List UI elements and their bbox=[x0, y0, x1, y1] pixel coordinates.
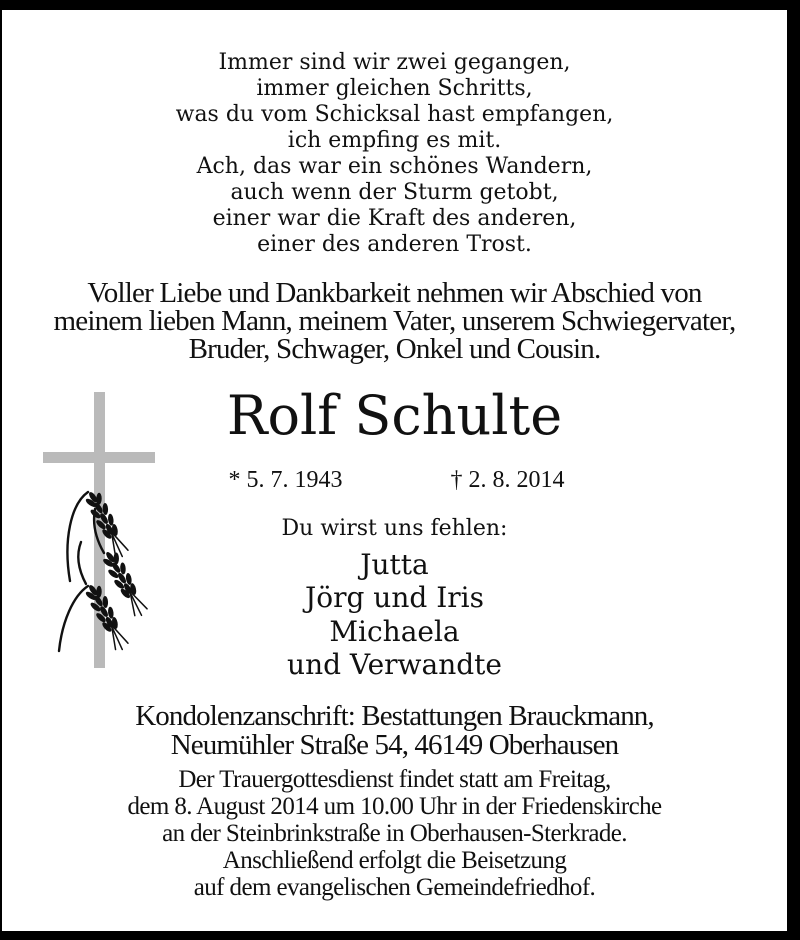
notice-content bbox=[2, 10, 787, 931]
poem-line: was du vom Schicksal hast empfangen, bbox=[175, 102, 614, 127]
poem-line: Immer sind wir zwei gegangen, bbox=[218, 50, 571, 75]
cross-shape bbox=[43, 392, 155, 668]
service-line: Anschließend erfolgt die Beisetzung bbox=[222, 847, 567, 874]
cross-and-wheat-icon bbox=[43, 388, 158, 673]
condolence-line: Kondolenzanschrift: Bestattungen Brauckmann, bbox=[135, 700, 654, 732]
condolence-line: Neumühler Straße 54, 46149 Oberhausen bbox=[170, 728, 619, 761]
missing-heading: Du wirst uns fehlen: bbox=[281, 516, 508, 541]
service-line: Der Trauergottesdienst findet statt am Freitag, bbox=[178, 766, 611, 793]
mourner-line: Jutta bbox=[360, 548, 429, 581]
poem-line: Ach, das war ein schönes Wandern, bbox=[196, 154, 593, 179]
deceased-name: Rolf Schulte bbox=[226, 384, 563, 447]
mourner-line: Jörg und Iris bbox=[305, 581, 484, 615]
wheat-shape bbox=[59, 487, 151, 654]
poem-line: auch wenn der Sturm getobt, bbox=[230, 180, 559, 205]
service-line: dem 8. August 2014 um 10.00 Uhr in der Friedenskirche bbox=[127, 793, 662, 820]
intro-line: Bruder, Schwager, Onkel und Cousin. bbox=[188, 333, 601, 365]
condolence-address bbox=[2, 702, 787, 759]
service-info bbox=[2, 766, 787, 901]
poem-line: immer gleichen Schritts, bbox=[256, 76, 533, 101]
service-line: an der Steinbrinkstraße in Oberhausen-Sterkrade. bbox=[162, 820, 627, 847]
memorial-poem bbox=[2, 50, 787, 258]
farewell-intro bbox=[2, 279, 787, 363]
poem-line: ich empfing es mit. bbox=[287, 128, 502, 153]
intro-line: meinem lieben Mann, meinem Vater, unserem Schwiegervater, bbox=[53, 305, 736, 337]
poem-line: einer war die Kraft des anderen, bbox=[212, 206, 577, 231]
intro-line: Voller Liebe und Dankbarkeit nehmen wir Abschied von bbox=[87, 277, 702, 309]
mourner-line: und Verwandte bbox=[287, 648, 502, 682]
mourner-line: Michaela bbox=[329, 614, 460, 648]
birth-date: * 5. 7. 1943 bbox=[228, 467, 343, 493]
poem-line: einer des anderen Trost. bbox=[257, 232, 532, 257]
life-dates bbox=[229, 465, 565, 495]
service-line: auf dem evangelischen Gemeindefriedhof. bbox=[193, 874, 596, 901]
death-date: † 2. 8. 2014 bbox=[450, 467, 565, 493]
